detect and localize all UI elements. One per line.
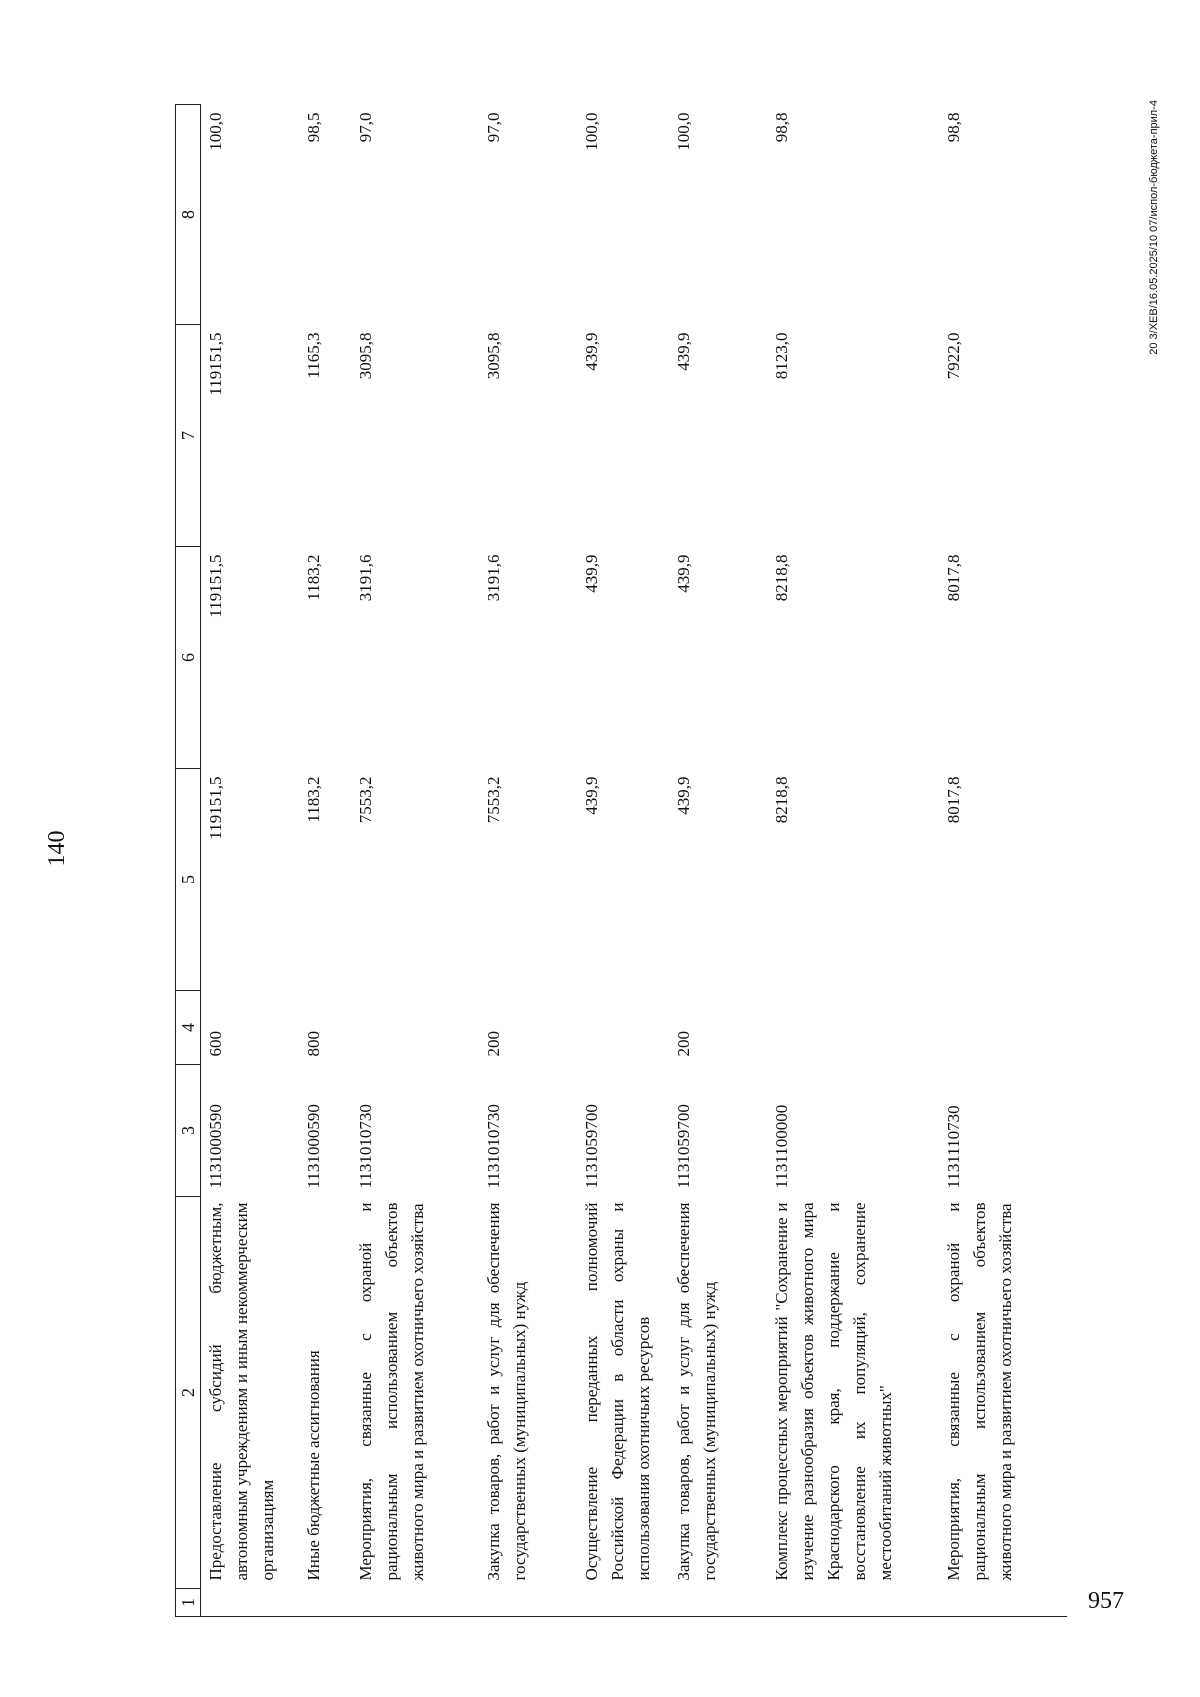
row-col8: 98,5 <box>304 112 323 143</box>
empty-cell <box>939 1589 1067 1617</box>
row-vr <box>767 991 939 1065</box>
row-vr: 200 <box>674 1031 693 1057</box>
row-col6: 8218,8 <box>772 554 791 602</box>
row-name: Предоставление субсидий бюджетным, автономным учреждениям и иным некоммерческим организациям <box>206 1202 277 1581</box>
row-name: Закупка товаров, работ и услуг для обеспечения государственных (муниципальных) нужд <box>484 1202 529 1581</box>
row-col7: 3095,8 <box>356 332 375 380</box>
header-cell: 3 <box>176 1065 201 1197</box>
row-name: Осуществление переданных полномочий Российской Федерации в области охраны и использования охотничьих ресурсов <box>582 1202 653 1581</box>
row-code: 1131059700 <box>582 1104 601 1189</box>
row-name: Иные бюджетные ассигнования <box>304 1350 323 1581</box>
row-col7: 7922,0 <box>944 332 963 380</box>
table-row <box>939 105 1067 1617</box>
row-col7: 439,9 <box>674 332 693 371</box>
row-vr: 800 <box>304 1031 323 1057</box>
row-col8: 97,0 <box>356 112 375 143</box>
table-header-row <box>176 105 201 1617</box>
row-col7: 3095,8 <box>484 332 503 380</box>
row-code: 1131100000 <box>772 1104 791 1189</box>
empty-cell <box>479 1589 577 1617</box>
empty-cell <box>201 1589 300 1617</box>
row-code: 1131000590 <box>304 1104 323 1189</box>
empty-cell <box>577 1589 669 1617</box>
table-row <box>577 105 669 1617</box>
row-code: 1131000590 <box>206 1104 225 1189</box>
row-col6: 3191,6 <box>484 554 503 602</box>
page-number: 140 <box>44 830 70 867</box>
row-code: 1131010730 <box>484 1104 503 1189</box>
row-code: 1131059700 <box>674 1104 693 1189</box>
row-col8: 100,0 <box>206 112 225 151</box>
row-col5: 8218,8 <box>772 776 791 824</box>
row-col7: 1165,3 <box>304 332 323 379</box>
row-code: 1131110730 <box>944 1105 963 1189</box>
row-col5: 7553,2 <box>484 776 503 824</box>
table-row <box>201 105 300 1617</box>
row-col8: 97,0 <box>484 112 503 143</box>
row-col6: 439,9 <box>582 554 601 593</box>
row-vr <box>577 991 669 1065</box>
table-row <box>669 105 767 1617</box>
row-col6: 119151,5 <box>206 554 225 618</box>
row-col6: 439,9 <box>674 554 693 593</box>
empty-cell <box>351 1589 479 1617</box>
empty-cell <box>299 1589 351 1617</box>
row-name: Мероприятия, связанные с охраной и рациональным использованием объектов животного мира и развитием охотничьего хозяйства <box>356 1202 427 1581</box>
table-row <box>351 105 479 1617</box>
row-vr <box>939 991 1067 1065</box>
footer-document-code: 20 3/XEB/16.05.2025/10 07/испол-бюджета-прил-4 <box>1148 100 1160 355</box>
row-name: Мероприятия, связанные с охраной и рациональным использованием объектов животного мира и развитием охотничьего хозяйства <box>944 1202 1015 1581</box>
header-cell: 8 <box>176 105 201 325</box>
sheet-number: 957 <box>1088 1588 1124 1614</box>
row-col6: 8017,8 <box>944 554 963 602</box>
row-name: Комплекс процессных мероприятий "Сохранение и изучение разнообразия объектов животного мира Краснодарского края, поддержание и восстановление их популяций, сохранение местообитаний животных" <box>772 1202 895 1581</box>
empty-cell <box>767 1589 939 1617</box>
empty-cell <box>669 1589 767 1617</box>
table-row <box>299 105 351 1617</box>
header-cell: 1 <box>176 1589 201 1617</box>
row-vr: 600 <box>206 1031 225 1057</box>
row-col7: 119151,5 <box>206 332 225 396</box>
row-vr <box>351 991 479 1065</box>
row-col8: 100,0 <box>674 112 693 151</box>
header-cell: 7 <box>176 325 201 547</box>
row-col6: 3191,6 <box>356 554 375 602</box>
row-name: Закупка товаров, работ и услуг для обеспечения государственных (муниципальных) нужд <box>674 1202 719 1581</box>
row-col8: 98,8 <box>944 112 963 143</box>
row-col5: 439,9 <box>582 776 601 815</box>
row-col5: 1183,2 <box>304 776 323 823</box>
header-cell: 4 <box>176 991 201 1065</box>
row-code: 1131010730 <box>356 1104 375 1189</box>
row-col5: 7553,2 <box>356 776 375 824</box>
row-col8: 100,0 <box>582 112 601 151</box>
header-cell: 2 <box>176 1197 201 1589</box>
row-col7: 439,9 <box>582 332 601 371</box>
row-col5: 439,9 <box>674 776 693 815</box>
header-cell: 5 <box>176 769 201 991</box>
row-col6: 1183,2 <box>304 554 323 601</box>
row-vr: 200 <box>484 1031 503 1057</box>
header-cell: 6 <box>176 547 201 769</box>
row-col5: 8017,8 <box>944 776 963 824</box>
row-col5: 119151,5 <box>206 776 225 840</box>
row-col8: 98,8 <box>772 112 791 143</box>
row-col7: 8123,0 <box>772 332 791 380</box>
budget-table <box>175 104 1067 1617</box>
table-row <box>767 105 939 1617</box>
table-row <box>479 105 577 1617</box>
